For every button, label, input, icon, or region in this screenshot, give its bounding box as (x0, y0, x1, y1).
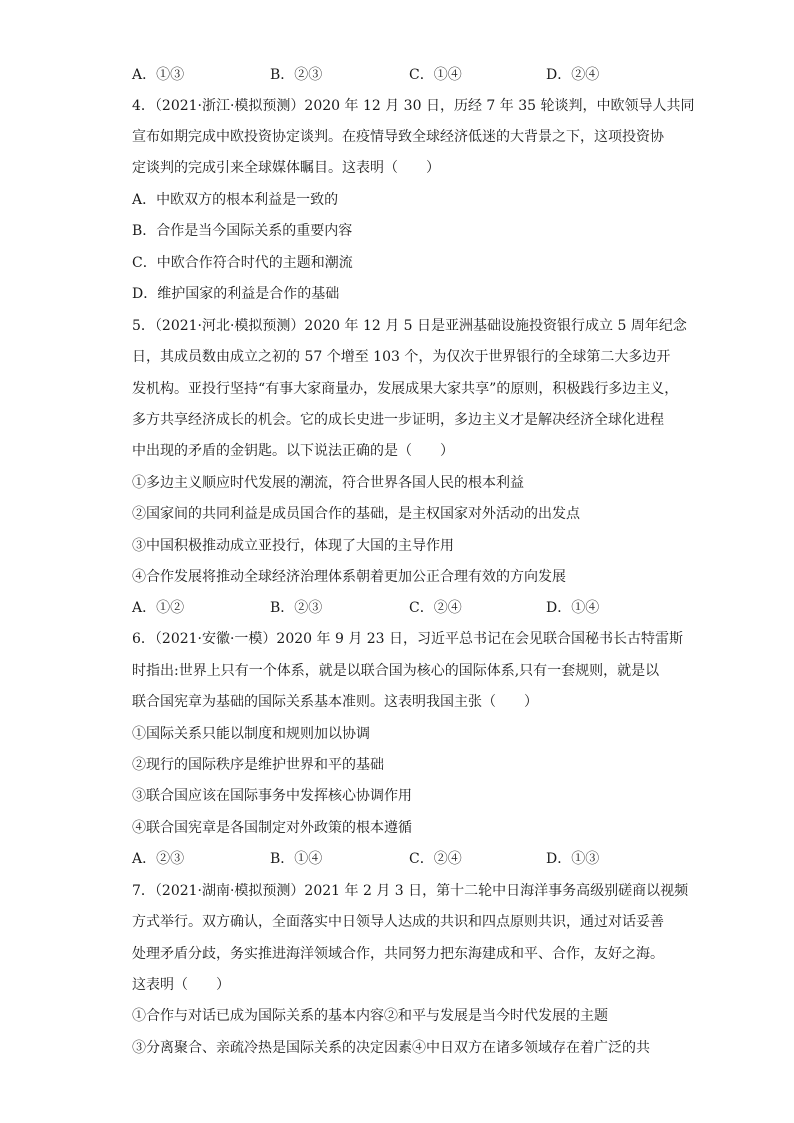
q3-option-c[interactable]: C．①④ (409, 67, 462, 83)
q4-stem-line-3: 定谈判的完成引来全球媒体瞩目。这表明（ ） (132, 160, 440, 176)
q7-statement-line-1: ①合作与对话已成为国际关系的基本内容②和平与发展是当今时代发展的主题 (132, 1008, 608, 1024)
q5-stem-line-2: 日，其成员数由成立之初的 57 个增至 103 个，为仅次于世界银行的全球第二大多边开 (132, 349, 671, 365)
q6-stem-line-3: 联合国宪章为基础的国际关系基本准则。这表明我国主张（ ） (132, 694, 538, 710)
q7-stem-line-4: 这表明（ ） (132, 977, 230, 993)
q5-statement-2: ②国家间的共同利益是成员国合作的基础，是主权国家对外活动的出发点 (132, 506, 580, 522)
q6-option-c[interactable]: C．②④ (409, 851, 462, 867)
q5-option-d[interactable]: D．①④ (546, 600, 600, 616)
q4-stem-line-1: 4．（2021·浙江·模拟预测）2020 年 12 月 30 日，历经 7 年 35 轮谈判，中欧领导人共同 (132, 98, 695, 114)
q6-option-a[interactable]: A．②③ (132, 851, 185, 867)
q5-statement-4: ④合作发展将推动全球经济治理体系朝着更加公正合理有效的方向发展 (132, 569, 566, 585)
q6-statement-2: ②现行的国际秩序是维护世界和平的基础 (132, 757, 384, 773)
q3-option-a[interactable]: A．①③ (132, 67, 185, 83)
q3-options (132, 65, 662, 85)
q6-stem-line-1: 6．（2021·安徽·一模）2020 年 9 月 23 日，习近平总书记在会见联合国秘书长古特雷斯 (132, 631, 684, 647)
q5-stem-line-1: 5．（2021·河北·模拟预测）2020 年 12 月 5 日是亚洲基础设施投资银行成立 5 周年纪念 (132, 318, 687, 334)
q3-option-d[interactable]: D．②④ (546, 67, 600, 83)
q6-statement-1: ①国际关系只能以制度和规则加以协调 (132, 726, 370, 742)
q4-stem-line-2: 宣布如期完成中欧投资协定谈判。在疫情导致全球经济低迷的大背景之下，这项投资协 (132, 129, 664, 145)
q7-stem-line-3: 处理矛盾分歧，务实推进海洋领域合作，共同努力把东海建成和平、合作，友好之海。 (132, 946, 664, 962)
q5-option-c[interactable]: C．②④ (409, 600, 462, 616)
q5-stem-line-4: 多方共享经济成长的机会。它的成长史进一步证明，多边主义才是解决经济全球化进程 (132, 412, 664, 428)
q5-option-a[interactable]: A．①② (132, 600, 185, 616)
q6-stem-line-2: 时指出:世界上只有一个体系，就是以联合国为核心的国际体系,只有一套规则，就是以 (132, 663, 660, 679)
q6-option-d[interactable]: D．①③ (546, 851, 600, 867)
q6-options (132, 849, 662, 869)
q4-choice-d[interactable]: D．维护国家的利益是合作的基础 (132, 286, 340, 302)
q7-stem-line-1: 7．（2021·湖南·模拟预测）2021 年 2 月 3 日，第十二轮中日海洋事务高级别磋商以视频 (132, 883, 689, 899)
q4-choice-b[interactable]: B．合作是当今国际关系的重要内容 (132, 223, 353, 239)
q3-option-b[interactable]: B．②③ (270, 67, 323, 83)
q5-statement-1: ①多边主义顺应时代发展的潮流，符合世界各国人民的根本利益 (132, 475, 524, 491)
q5-option-b[interactable]: B．②③ (270, 600, 323, 616)
q5-stem-line-3: 发机构。亚投行坚持“有事大家商量办，发展成果大家共享”的原则，积极践行多边主义， (132, 381, 679, 397)
q4-choice-a[interactable]: A．中欧双方的根本利益是一致的 (132, 192, 339, 208)
q5-options (132, 598, 662, 618)
q6-statement-3: ③联合国应该在国际事务中发挥核心协调作用 (132, 788, 412, 804)
q4-choice-c[interactable]: C．中欧合作符合时代的主题和潮流 (132, 255, 353, 271)
q6-statement-4: ④联合国宪章是各国制定对外政策的根本遵循 (132, 820, 412, 836)
q5-stem-line-5: 中出现的矛盾的金钥匙。以下说法正确的是（ ） (132, 443, 454, 459)
q6-option-b[interactable]: B．①④ (270, 851, 323, 867)
q7-statement-line-2: ③分离聚合、亲疏冷热是国际关系的决定因素④中日双方在诸多领域存在着广泛的共 (132, 1040, 650, 1056)
q5-statement-3: ③中国积极推动成立亚投行，体现了大国的主导作用 (132, 538, 454, 554)
q7-stem-line-2: 方式举行。双方确认，全面落实中日领导人达成的共识和四点原则共识，通过对话妥善 (132, 914, 664, 930)
